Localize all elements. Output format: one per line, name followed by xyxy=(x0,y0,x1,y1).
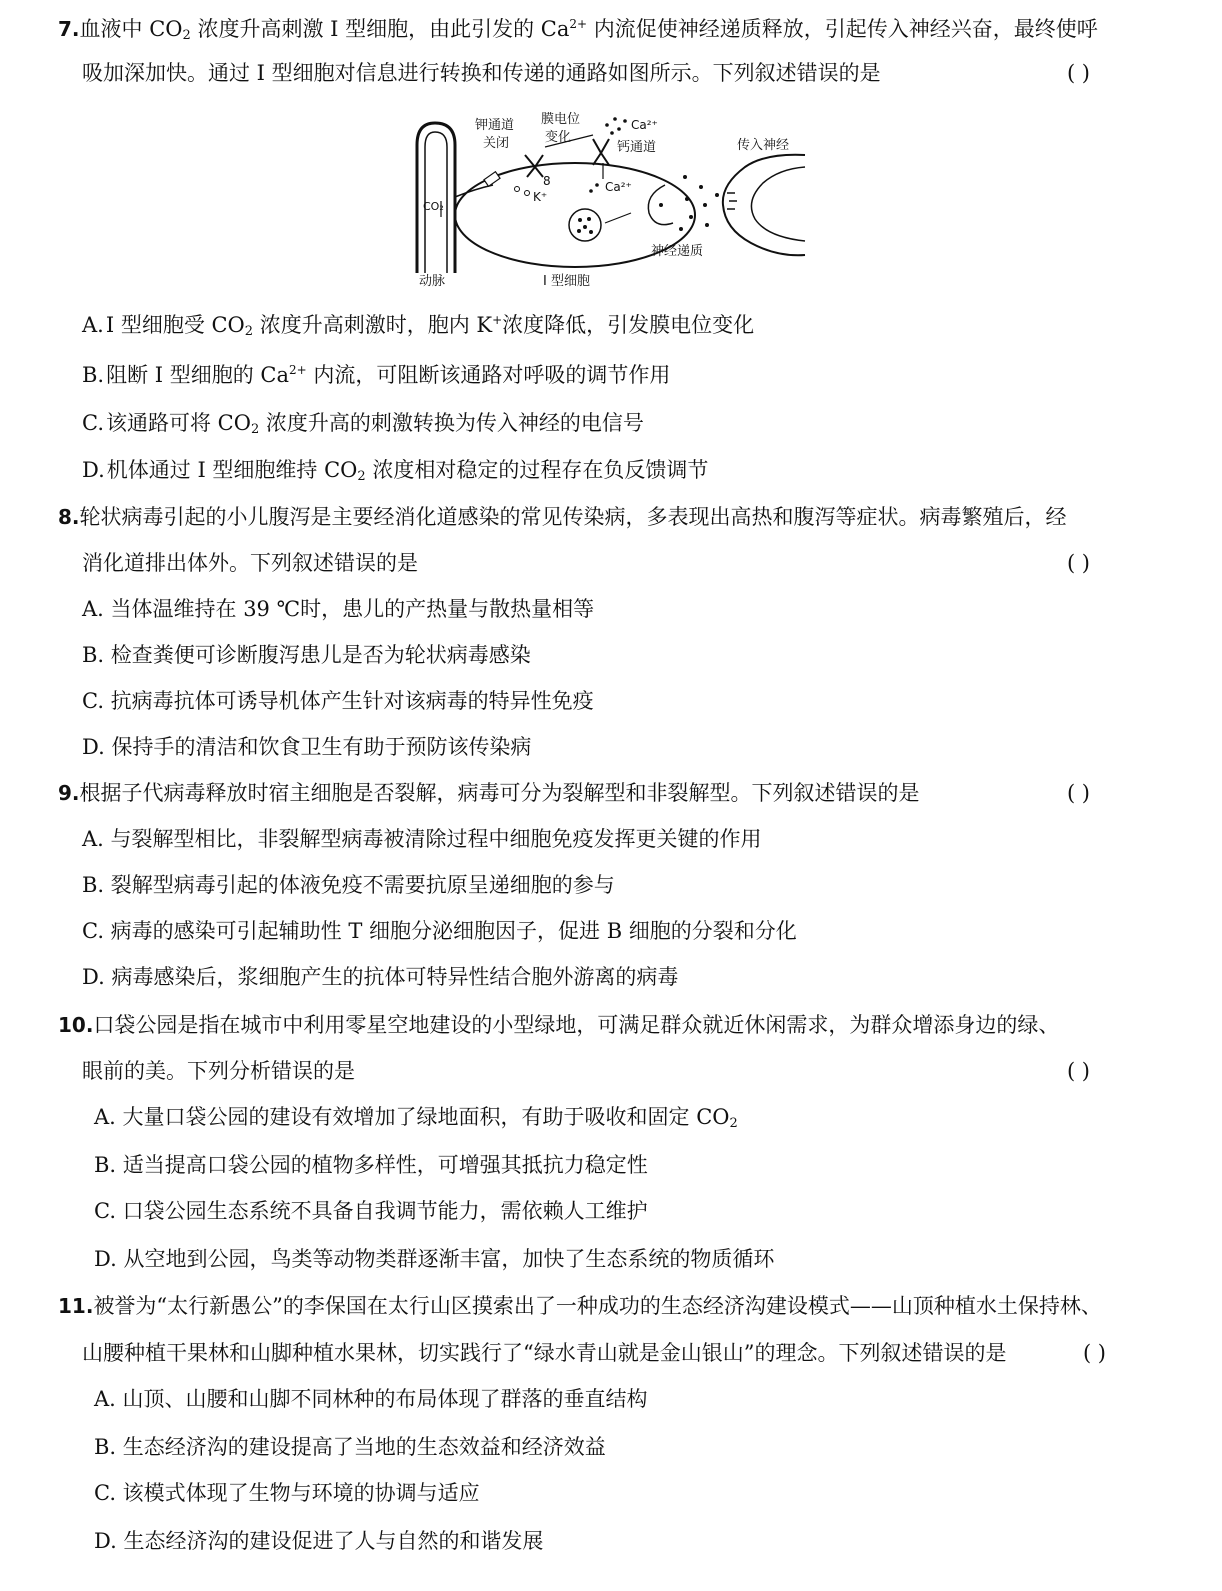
q7-option-b: B.阻断 I 型细胞的 $Ca^{2+}$ 内流，可阻断该通路对呼吸的调节作用 xyxy=(82,363,671,387)
membrane-change-label: 变化 xyxy=(545,130,572,145)
q11-stem-line1: 11.被誉为“太行新愚公”的李保国在太行山区摸索出了一种成功的生态经济沟建设模式——山顶种植水土保持林、 xyxy=(58,1294,1102,1318)
q9-option-a: A. 与裂解型相比，非裂解型病毒被清除过程中细胞免疫发挥更关键的作用 xyxy=(82,827,762,851)
q8-stem-line2: 消化道排出体外。下列叙述错误的是 ( ) xyxy=(82,548,1162,578)
q7-option-d: D.机体通过 I 型细胞维持 $CO_2$ 浓度相对稳定的过程存在负反馈调节 xyxy=(82,458,709,484)
q9-number: 9. xyxy=(58,781,80,805)
ca-inside-label: Ca²⁺ xyxy=(605,180,632,194)
type-i-cell-diagram xyxy=(405,105,815,290)
q8-number: 8. xyxy=(58,505,80,529)
ca-channel-label: 钙通道 xyxy=(617,140,657,155)
q11-number: 11. xyxy=(58,1294,94,1318)
afferent-nerve xyxy=(723,155,805,256)
q8-stem-line1: 8.轮状病毒引起的小儿腹泻是主要经消化道感染的常见传染病，多表现出高热和腹泻等症状。病毒繁殖后，经 xyxy=(58,505,1067,529)
q10-stem-line2: 眼前的美。下列分析错误的是 ( ) xyxy=(82,1056,1162,1086)
ion-eight: 8 xyxy=(543,174,551,188)
calcium-channel xyxy=(593,139,609,165)
cell-label: I 型细胞 xyxy=(543,274,590,289)
q10-number: 10. xyxy=(58,1013,94,1037)
receptor xyxy=(484,172,500,187)
q11-stem-line2: 山腰种植干果林和山脚种植水果林，切实践行了“绿水青山就是金山银山”的理念。下列叙述错误的是 ( ) xyxy=(82,1338,1162,1368)
answer-bracket: ( ) xyxy=(1066,61,1090,85)
q10-stem-line1: 10.口袋公园是指在城市中利用零星空地建设的小型绿地，可满足群众就近休闲需求，为群众增添身边的绿、 xyxy=(58,1013,1060,1037)
afferent-nerve-label: 传入神经 xyxy=(737,138,790,153)
co2-label: CO₂ xyxy=(423,200,444,213)
q8-option-d: D. 保持手的清洁和饮食卫生有助于预防该传染病 xyxy=(82,735,532,759)
ca-outside-label: Ca²⁺ xyxy=(631,118,658,132)
q10-option-c: C. 口袋公园生态系统不具备自我调节能力，需依赖人工维护 xyxy=(94,1199,648,1223)
q9-option-c: C. 病毒的感染可引起辅助性 T 细胞分泌细胞因子，促进 B 细胞的分裂和分化 xyxy=(82,919,797,943)
q10-option-a: A. 大量口袋公园的建设有效增加了绿地面积，有助于吸收和固定 $CO_2$ xyxy=(94,1105,738,1131)
artery-vessel xyxy=(417,123,455,273)
q7-option-c: C.该通路可将 $CO_2$ 浓度升高的刺激转换为传入神经的电信号 xyxy=(82,411,644,437)
q10-option-d: D. 从空地到公园，鸟类等动物类群逐渐丰富，加快了生态系统的物质循环 xyxy=(94,1247,775,1271)
answer-bracket: ( ) xyxy=(1066,1059,1090,1083)
q10-option-b: B. 适当提高口袋公园的植物多样性，可增强其抵抗力稳定性 xyxy=(94,1153,648,1177)
k-channel-label: 钾通道 xyxy=(475,118,515,133)
q7-option-a: A.I 型细胞受 $CO_2$ 浓度升高刺激时，胞内 K+浓度降低，引发膜电位变化 xyxy=(82,313,755,339)
neurotransmitter-label: 神经递质 xyxy=(651,244,704,259)
q9-stem-line1: 9.根据子代病毒释放时宿主细胞是否裂解，病毒可分为裂解型和非裂解型。下列叙述错误的是 ( ) xyxy=(58,778,1162,808)
membrane-potential-label: 膜电位 xyxy=(541,112,581,127)
q7-stem-line1: 7.血液中 $CO_2$ 浓度升高刺激 I 型细胞，由此引发的 $Ca^{2+}$ 内流促使神经递质释放，引起传入神经兴奋，最终使呼 xyxy=(58,17,1098,43)
k-ion-label: K⁺ xyxy=(533,190,548,204)
answer-bracket: ( ) xyxy=(1066,551,1090,575)
q9-option-b: B. 裂解型病毒引起的体液免疫不需要抗原呈递细胞的参与 xyxy=(82,873,615,897)
q8-option-c: C. 抗病毒抗体可诱导机体产生针对该病毒的特异性免疫 xyxy=(82,689,594,713)
q7-stem-line2: 吸加深加快。通过 I 型细胞对信息进行转换和传递的通路如图所示。下列叙述错误的是 ( ) xyxy=(82,58,1162,88)
q11-option-b: B. 生态经济沟的建设提高了当地的生态效益和经济效益 xyxy=(94,1435,606,1459)
answer-bracket: ( ) xyxy=(1066,781,1090,805)
q11-option-d: D. 生态经济沟的建设促进了人与自然的和谐发展 xyxy=(94,1529,544,1553)
q8-option-b: B. 检查粪便可诊断腹泻患儿是否为轮状病毒感染 xyxy=(82,643,531,667)
answer-bracket: ( ) xyxy=(1082,1341,1106,1365)
artery-label: 动脉 xyxy=(419,274,446,289)
q9-option-d: D. 病毒感染后，浆细胞产生的抗体可特异性结合胞外游离的病毒 xyxy=(82,965,679,989)
q8-option-a: A. 当体温维持在 39 ℃时，患儿的产热量与散热量相等 xyxy=(82,597,595,621)
q7-number: 7. xyxy=(58,17,80,41)
closed-label: 关闭 xyxy=(483,136,510,151)
q11-option-c: C. 该模式体现了生物与环境的协调与适应 xyxy=(94,1481,480,1505)
q11-option-a: A. 山顶、山腰和山脚不同林种的布局体现了群落的垂直结构 xyxy=(94,1387,648,1411)
